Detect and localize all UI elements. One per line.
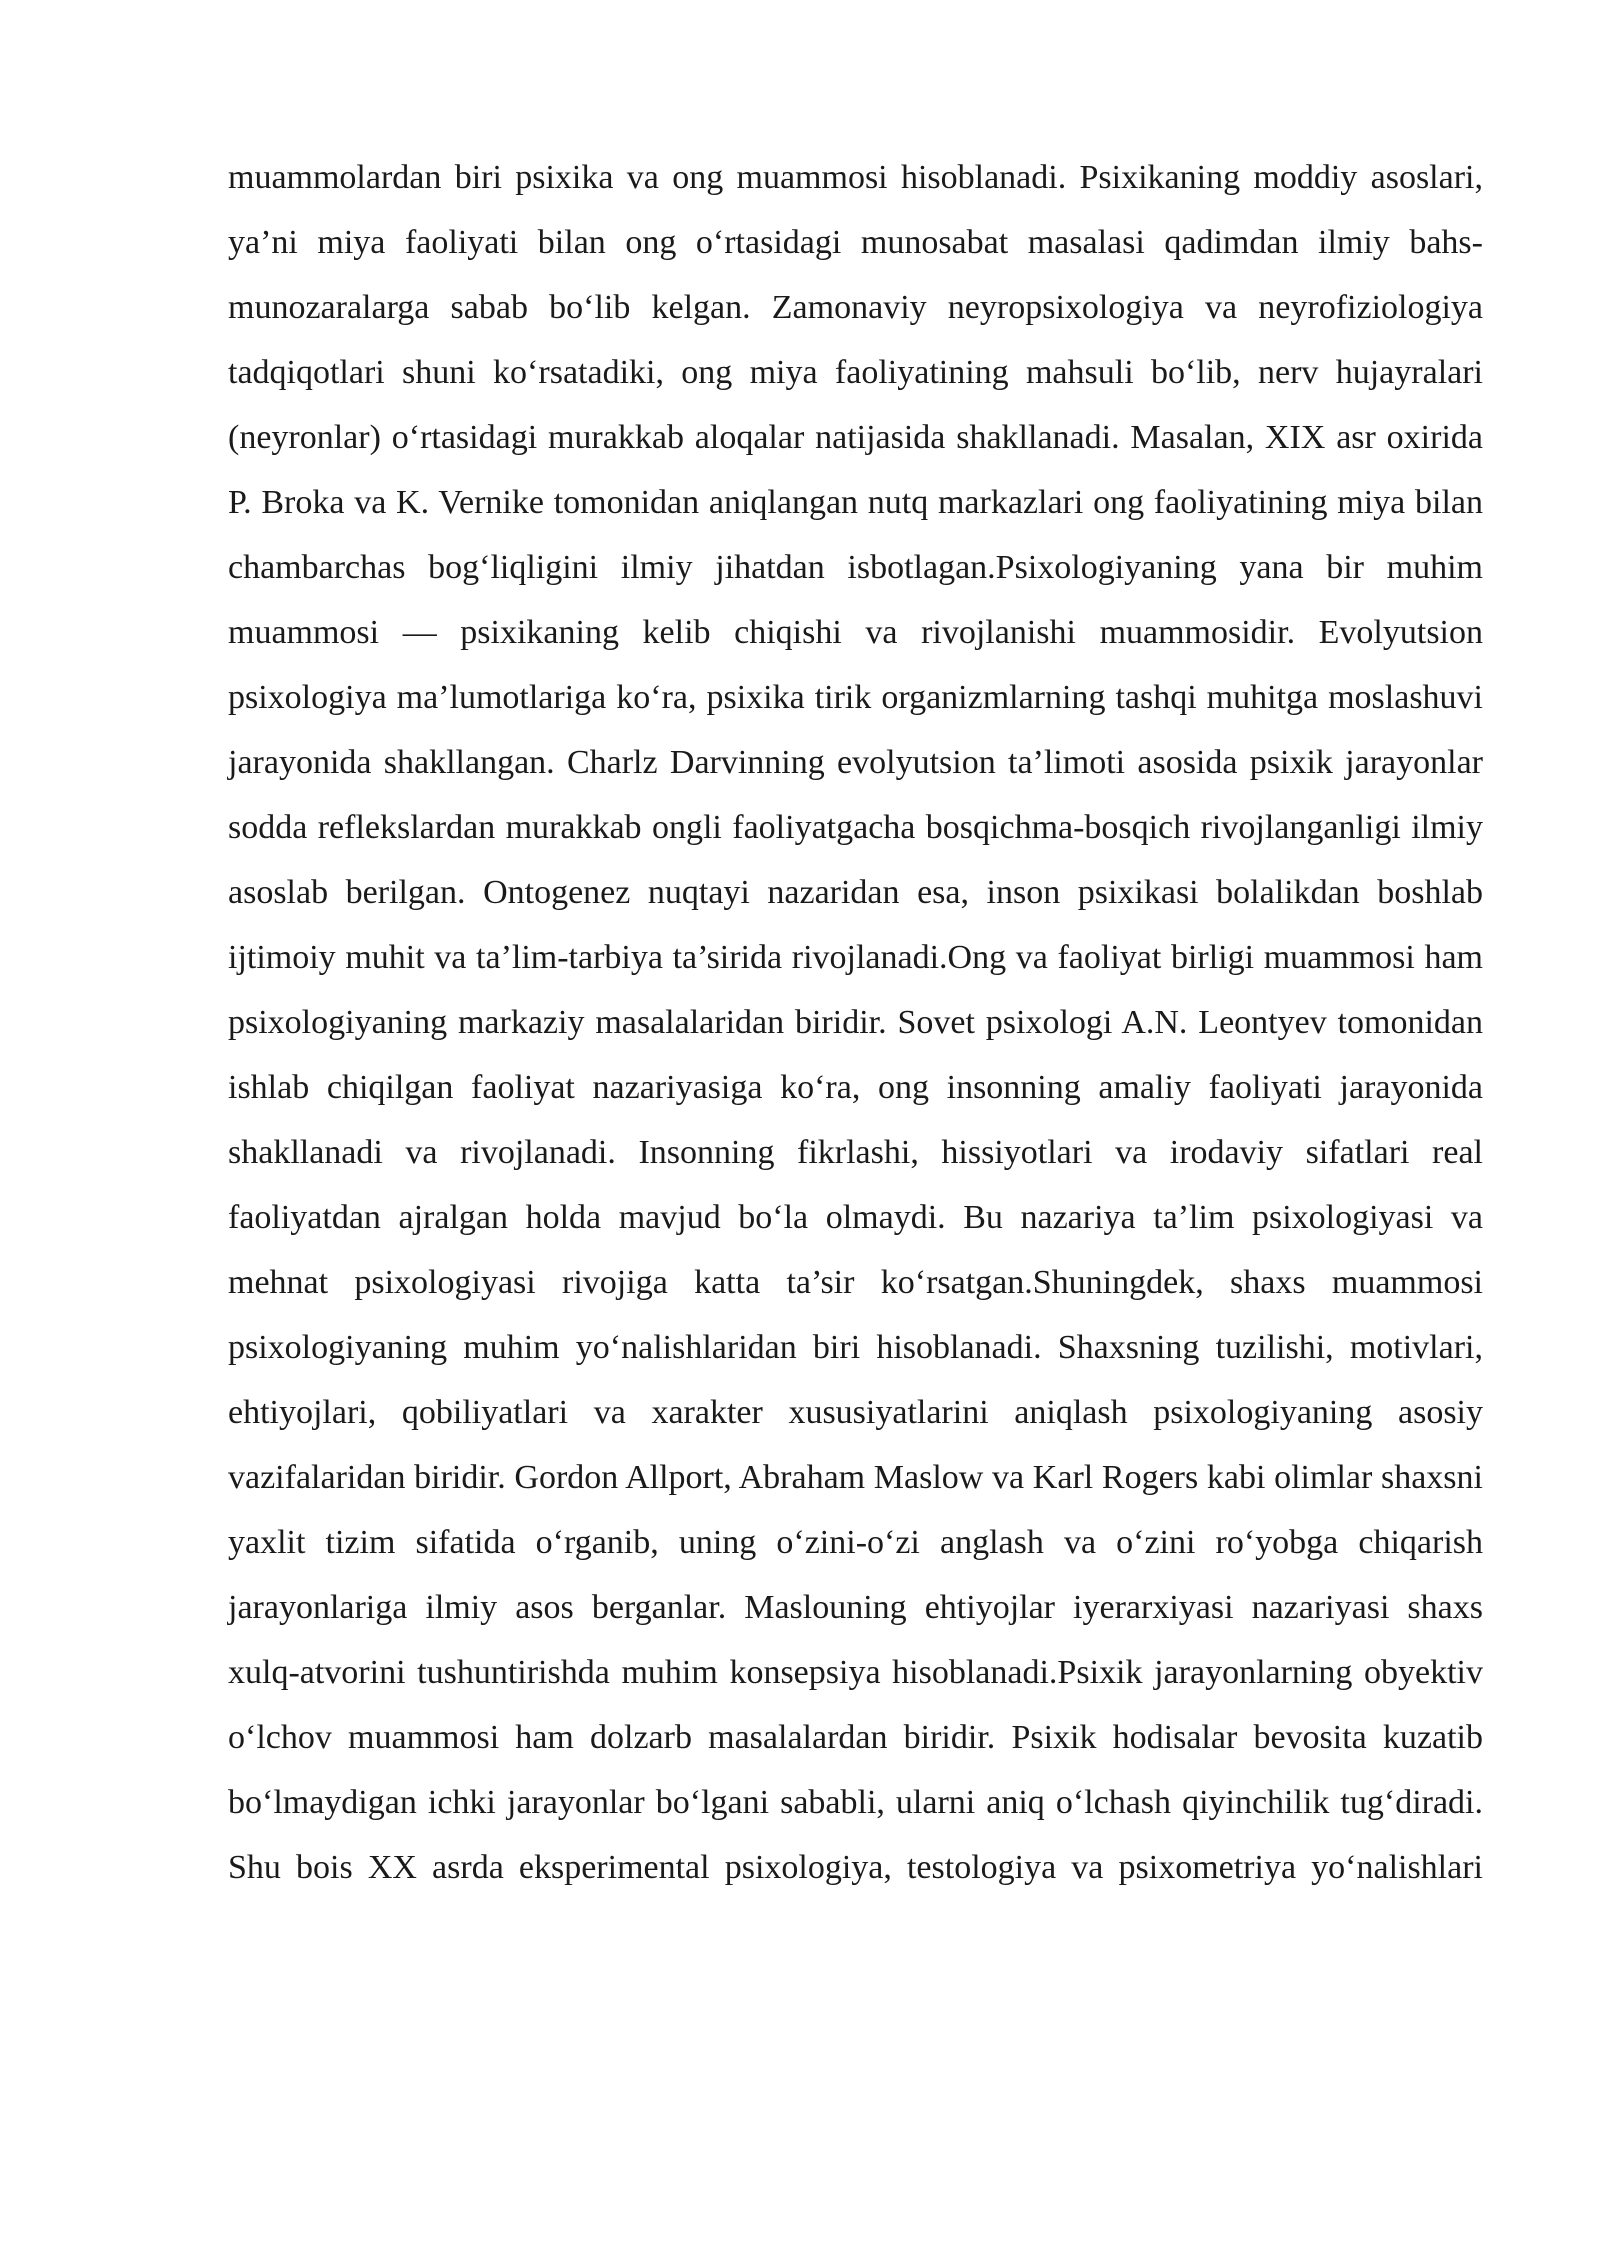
body-paragraph: muammolardan biri psixika va ong muammosi hisoblanadi. Psixikaning moddiy asoslari, ya’ni miya faoliyati bilan ong o‘rtasidagi munosabat masalasi qadimdan ilmiy bahs-munozaralarga sabab bo‘lib kelgan. Zamonaviy neyropsixologiya va neyrofiziologiya tadqiqotlari shuni ko‘rsatadiki, ong miya faoliyatining mahsuli bo‘lib, nerv hujayralari (neyronlar) o‘rtasidagi murakkab aloqalar natijasida shakllanadi. Masalan, XIX asr oxirida P. Broka va K. Vernike tomonidan aniqlangan nutq markazlari ong faoliyatining miya bilan chambarchas bog‘liqligini ilmiy jihatdan isbotlagan.Psixologiyaning yana bir muhim muammosi — psixikaning kelib chiqishi va rivojlanishi muammosidir. Evolyutsion psixologiya ma’lumotlariga ko‘ra, psixika tirik organizmlarning tashqi muhitga moslashuvi jarayonida shakllangan. Charlz Darvinning evolyutsion ta’limoti asosida psixik jarayonlar sodda reflekslardan murakkab ongli faoliyatgacha bosqichma-bosqich rivojlanganligi ilmiy asoslab berilgan. Ontogenez nuqtayi nazaridan esa, inson psixikasi bolalikdan boshlab ijtimoiy muhit va ta’lim-tarbiya ta’sirida rivojlanadi.Ong va faoliyat birligi muammosi ham psixologiyaning markaziy masalalaridan biridir. Sovet psixologi A.N. Leontyev tomonidan ishlab chiqilgan faoliyat nazariyasiga ko‘ra, ong insonning amaliy faoliyati jarayonida shakllanadi va rivojlanadi. Insonning fikrlashi, hissiyotlari va irodaviy sifatlari real faoliyatdan ajralgan holda mavjud bo‘la olmaydi. Bu nazariya ta’lim psixologiyasi va mehnat psixologiyasi rivojiga katta ta’sir ko‘rsatgan.Shuningdek, shaxs muammosi psixologiyaning muhim yo‘nalishlaridan biri hisoblanadi. Shaxsning tuzilishi, motivlari, ehtiyojlari, qobiliyatlari va xarakter xususiyatlarini aniqlash psixologiyaning asosiy vazifalaridan biridir. Gordon Allport, Abraham Maslow va Karl Rogers kabi olimlar shaxsni yaxlit tizim sifatida o‘rganib, uning o‘zini-o‘zi anglash va o‘zini ro‘yobga chiqarish jarayonlariga ilmiy asos berganlar. Maslouning ehtiyojlar iyerarxiyasi nazariyasi shaxs xulq-atvorini tushuntirishda muhim konsepsiya hisoblanadi.Psixik jarayonlarning obyektiv o‘lchov muammosi ham dolzarb masalalardan biridir. Psixik hodisalar bevosita kuzatib bo‘lmaydigan ichki jarayonlar bo‘lgani sababli, ularni aniq o‘lchash qiyinchilik tug‘diradi. Shu bois XX asrda eksperimental psixologiya, testologiya va psixometriya yo‘nalishlari xyxy=(228,159,1483,1886)
